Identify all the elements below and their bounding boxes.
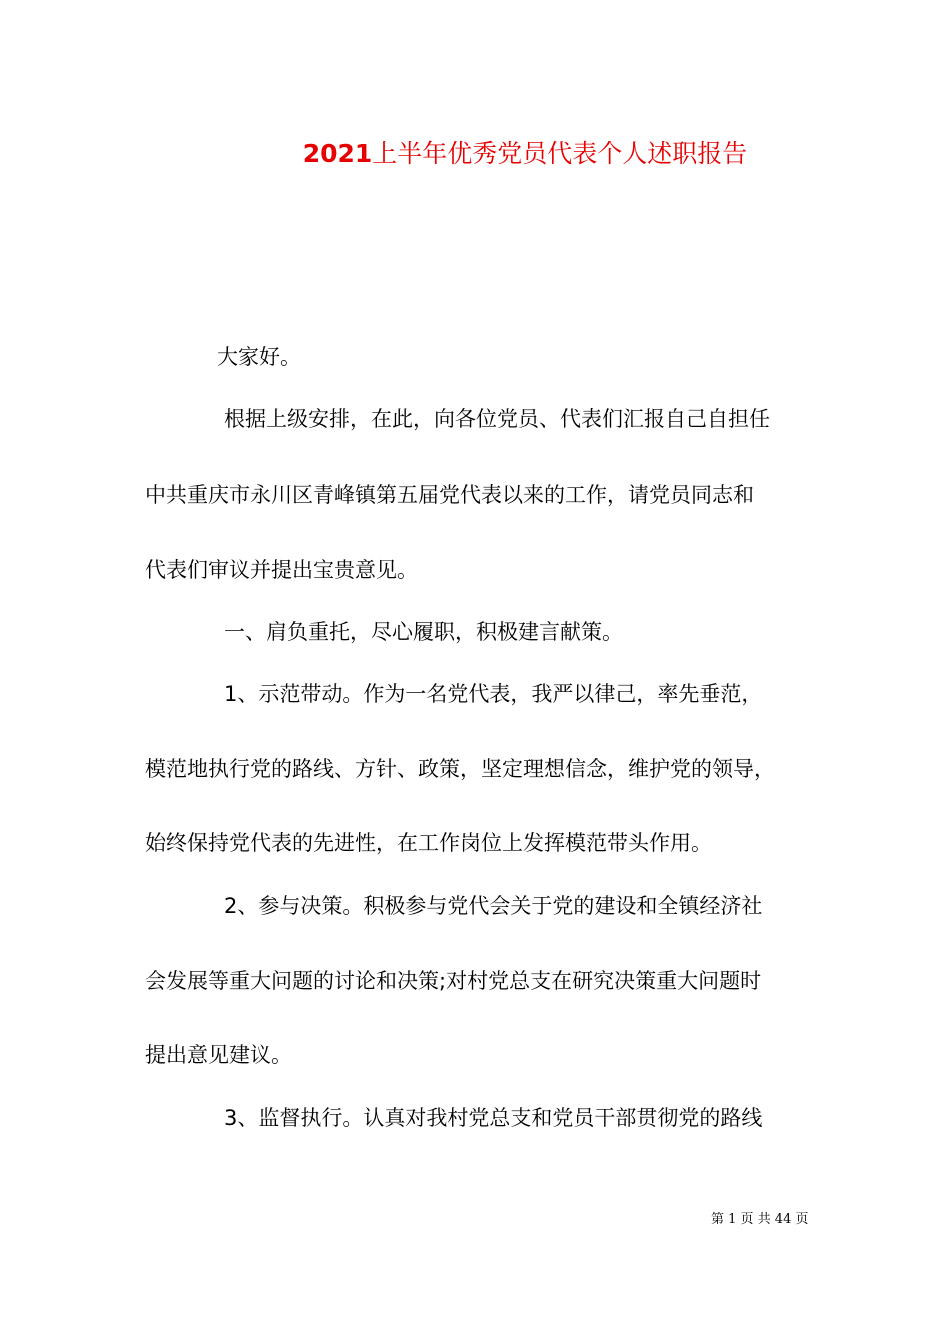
title-text: 上半年优秀党员代表个人述职报告 bbox=[372, 139, 748, 168]
paragraph-line: 大家好。 bbox=[217, 345, 301, 369]
paragraph-line: 会发展等重大问题的讨论和决策;对村党总支在研究决策重大问题时 bbox=[145, 969, 762, 993]
paragraph-line: 代表们审议并提出宝贵意见。 bbox=[145, 558, 418, 582]
paragraph-line: 提出意见建议。 bbox=[145, 1043, 292, 1067]
paragraph-line: 模范地执行党的路线、方针、政策，坚定理想信念，维护党的领导， bbox=[145, 757, 775, 781]
paragraph-line: 始终保持党代表的先进性，在工作岗位上发挥模范带头作用。 bbox=[145, 831, 712, 855]
paragraph-line: 1、示范带动。作为一名党代表，我严以律己，率先垂范， bbox=[224, 682, 763, 706]
document-title bbox=[0, 134, 950, 170]
page-number-footer: 第 1 页 共 44 页 bbox=[711, 1212, 809, 1227]
paragraph-line: 根据上级安排，在此，向各位党员、代表们汇报自己自担任 bbox=[224, 407, 770, 431]
title-year: 2021 bbox=[302, 139, 373, 168]
paragraph-line: 中共重庆市永川区青峰镇第五届党代表以来的工作，请党员同志和 bbox=[145, 483, 754, 507]
section-heading: 一、肩负重托，尽心履职，积极建言献策。 bbox=[224, 620, 623, 644]
paragraph-line: 2、参与决策。积极参与党代会关于党的建设和全镇经济社 bbox=[224, 894, 763, 918]
paragraph-line: 3、监督执行。认真对我村党总支和党员干部贯彻党的路线 bbox=[224, 1106, 763, 1130]
